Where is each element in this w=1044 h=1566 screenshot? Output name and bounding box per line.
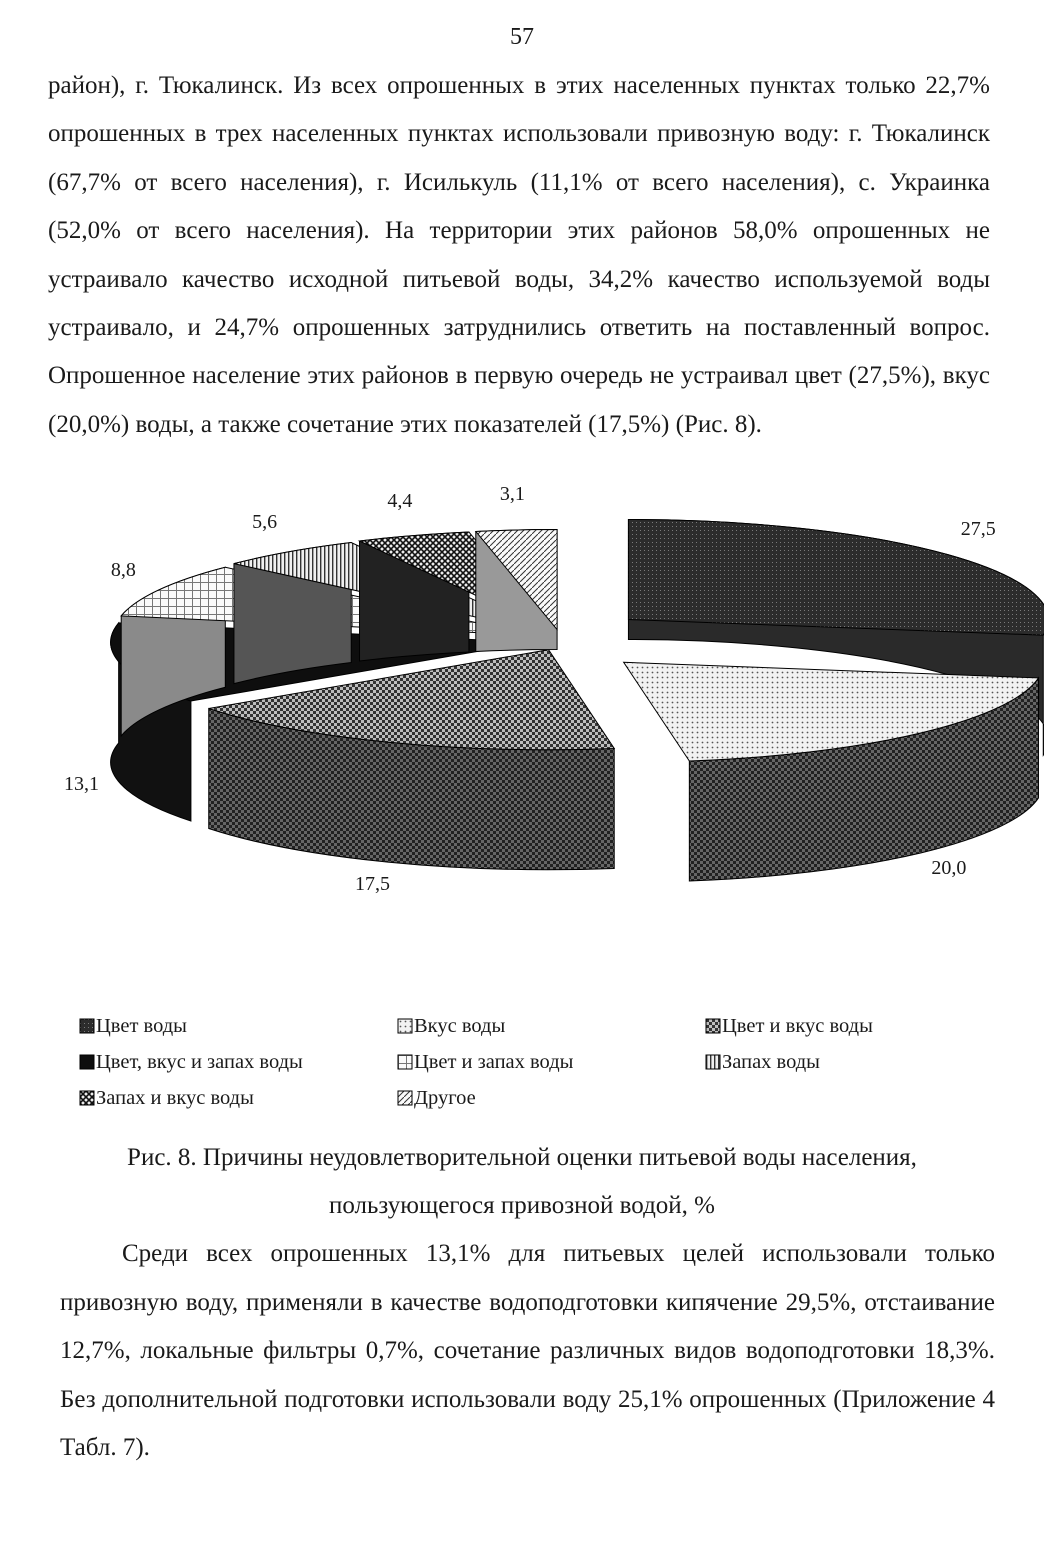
legend-item-tsvet-vkus [706,1008,873,1044]
pie-data-label: 5,6 [252,510,278,533]
legend-item-vkus [398,1008,505,1044]
paragraph-top: район), г. Тюкалинск. Из всех опрошенных в этих населенных пунктах только 22,7% опрошенных в трех населенных пунктах использовали привозную воду: г. Тюкалинск (67,7% от всего населения), г. Исилькуль (11,1% от всего населения), с. Украинка (52,0% от всего населения). На территории этих районов 58,0% опрошенных не устраивало качество исходной питьевой воды, 34,2% качество используемой воды устраивало, и 24,7% опрошенных затруднились ответить на поставленный вопрос. Опрошенное население этих районов в первую очередь не устраивал цвет (27,5%), вкус (20,0%) воды, а также сочетание этих показателей (17,5%) (Рис. 8). [48,72,990,438]
legend-item-tsvet-zapakh [398,1044,573,1080]
pie-data-label: 13,1 [63,773,99,796]
legend-swatch-icon [706,1019,720,1033]
legend-item-zapakh [706,1044,820,1080]
legend-swatch-icon [706,1055,720,1069]
caption-line-1: Рис. 8. Причины неудовлетворительной оценки питьевой воды населения, [127,1144,917,1171]
legend-label: Цвет и вкус воды [722,1015,873,1037]
paragraph-bottom-text: Среди всех опрошенных 13,1% для питьевых целей использовали только привозную воду, применяли в качестве водоподготовки кипячение 29,5%, отстаивание 12,7%, локальные фильтры 0,7%, сочетание различных видов водоподготовки 18,3%. Без дополнительной подготовки использовали воду 25,1% опрошенных (Приложение 4 Табл. 7). [60,1240,995,1462]
legend-label: Цвет, вкус и запах воды [96,1051,303,1073]
legend-swatch-icon [398,1055,412,1069]
legend-item-tsvet [80,1008,187,1044]
legend-label: Запах воды [722,1051,820,1073]
paragraph-bottom [60,1230,995,1473]
pie-data-label: 8,8 [110,559,136,582]
legend-item-drugoe [398,1080,476,1116]
legend-label: Вкус воды [414,1015,506,1037]
legend-item-tsvet-vkus-zapakh [80,1044,303,1080]
pie-data-label: 20,0 [931,857,967,880]
legend-label: Запах и вкус воды [96,1087,254,1109]
pie-data-label: 27,5 [960,518,996,541]
legend-swatch-icon [398,1091,412,1105]
pie-data-label: 4,4 [387,490,413,513]
caption-line-2: пользующегося привозной водой, % [328,1192,715,1219]
legend-swatch-icon [80,1019,94,1033]
pie-data-label: 3,1 [499,483,525,506]
pie-chart [40,483,1000,910]
pie-data-label: 17,5 [354,872,390,895]
figure-caption [0,1134,1044,1230]
legend-swatch-icon [80,1055,94,1069]
legend-label: Цвет воды [96,1015,187,1037]
legend-swatch-icon [398,1019,412,1033]
legend-item-zapakh-vkus [80,1080,254,1116]
legend-swatch-icon [80,1091,94,1105]
legend-label: Цвет и запах воды [414,1051,574,1073]
legend-label: Другое [414,1087,476,1109]
page-number: 57 [510,24,534,50]
